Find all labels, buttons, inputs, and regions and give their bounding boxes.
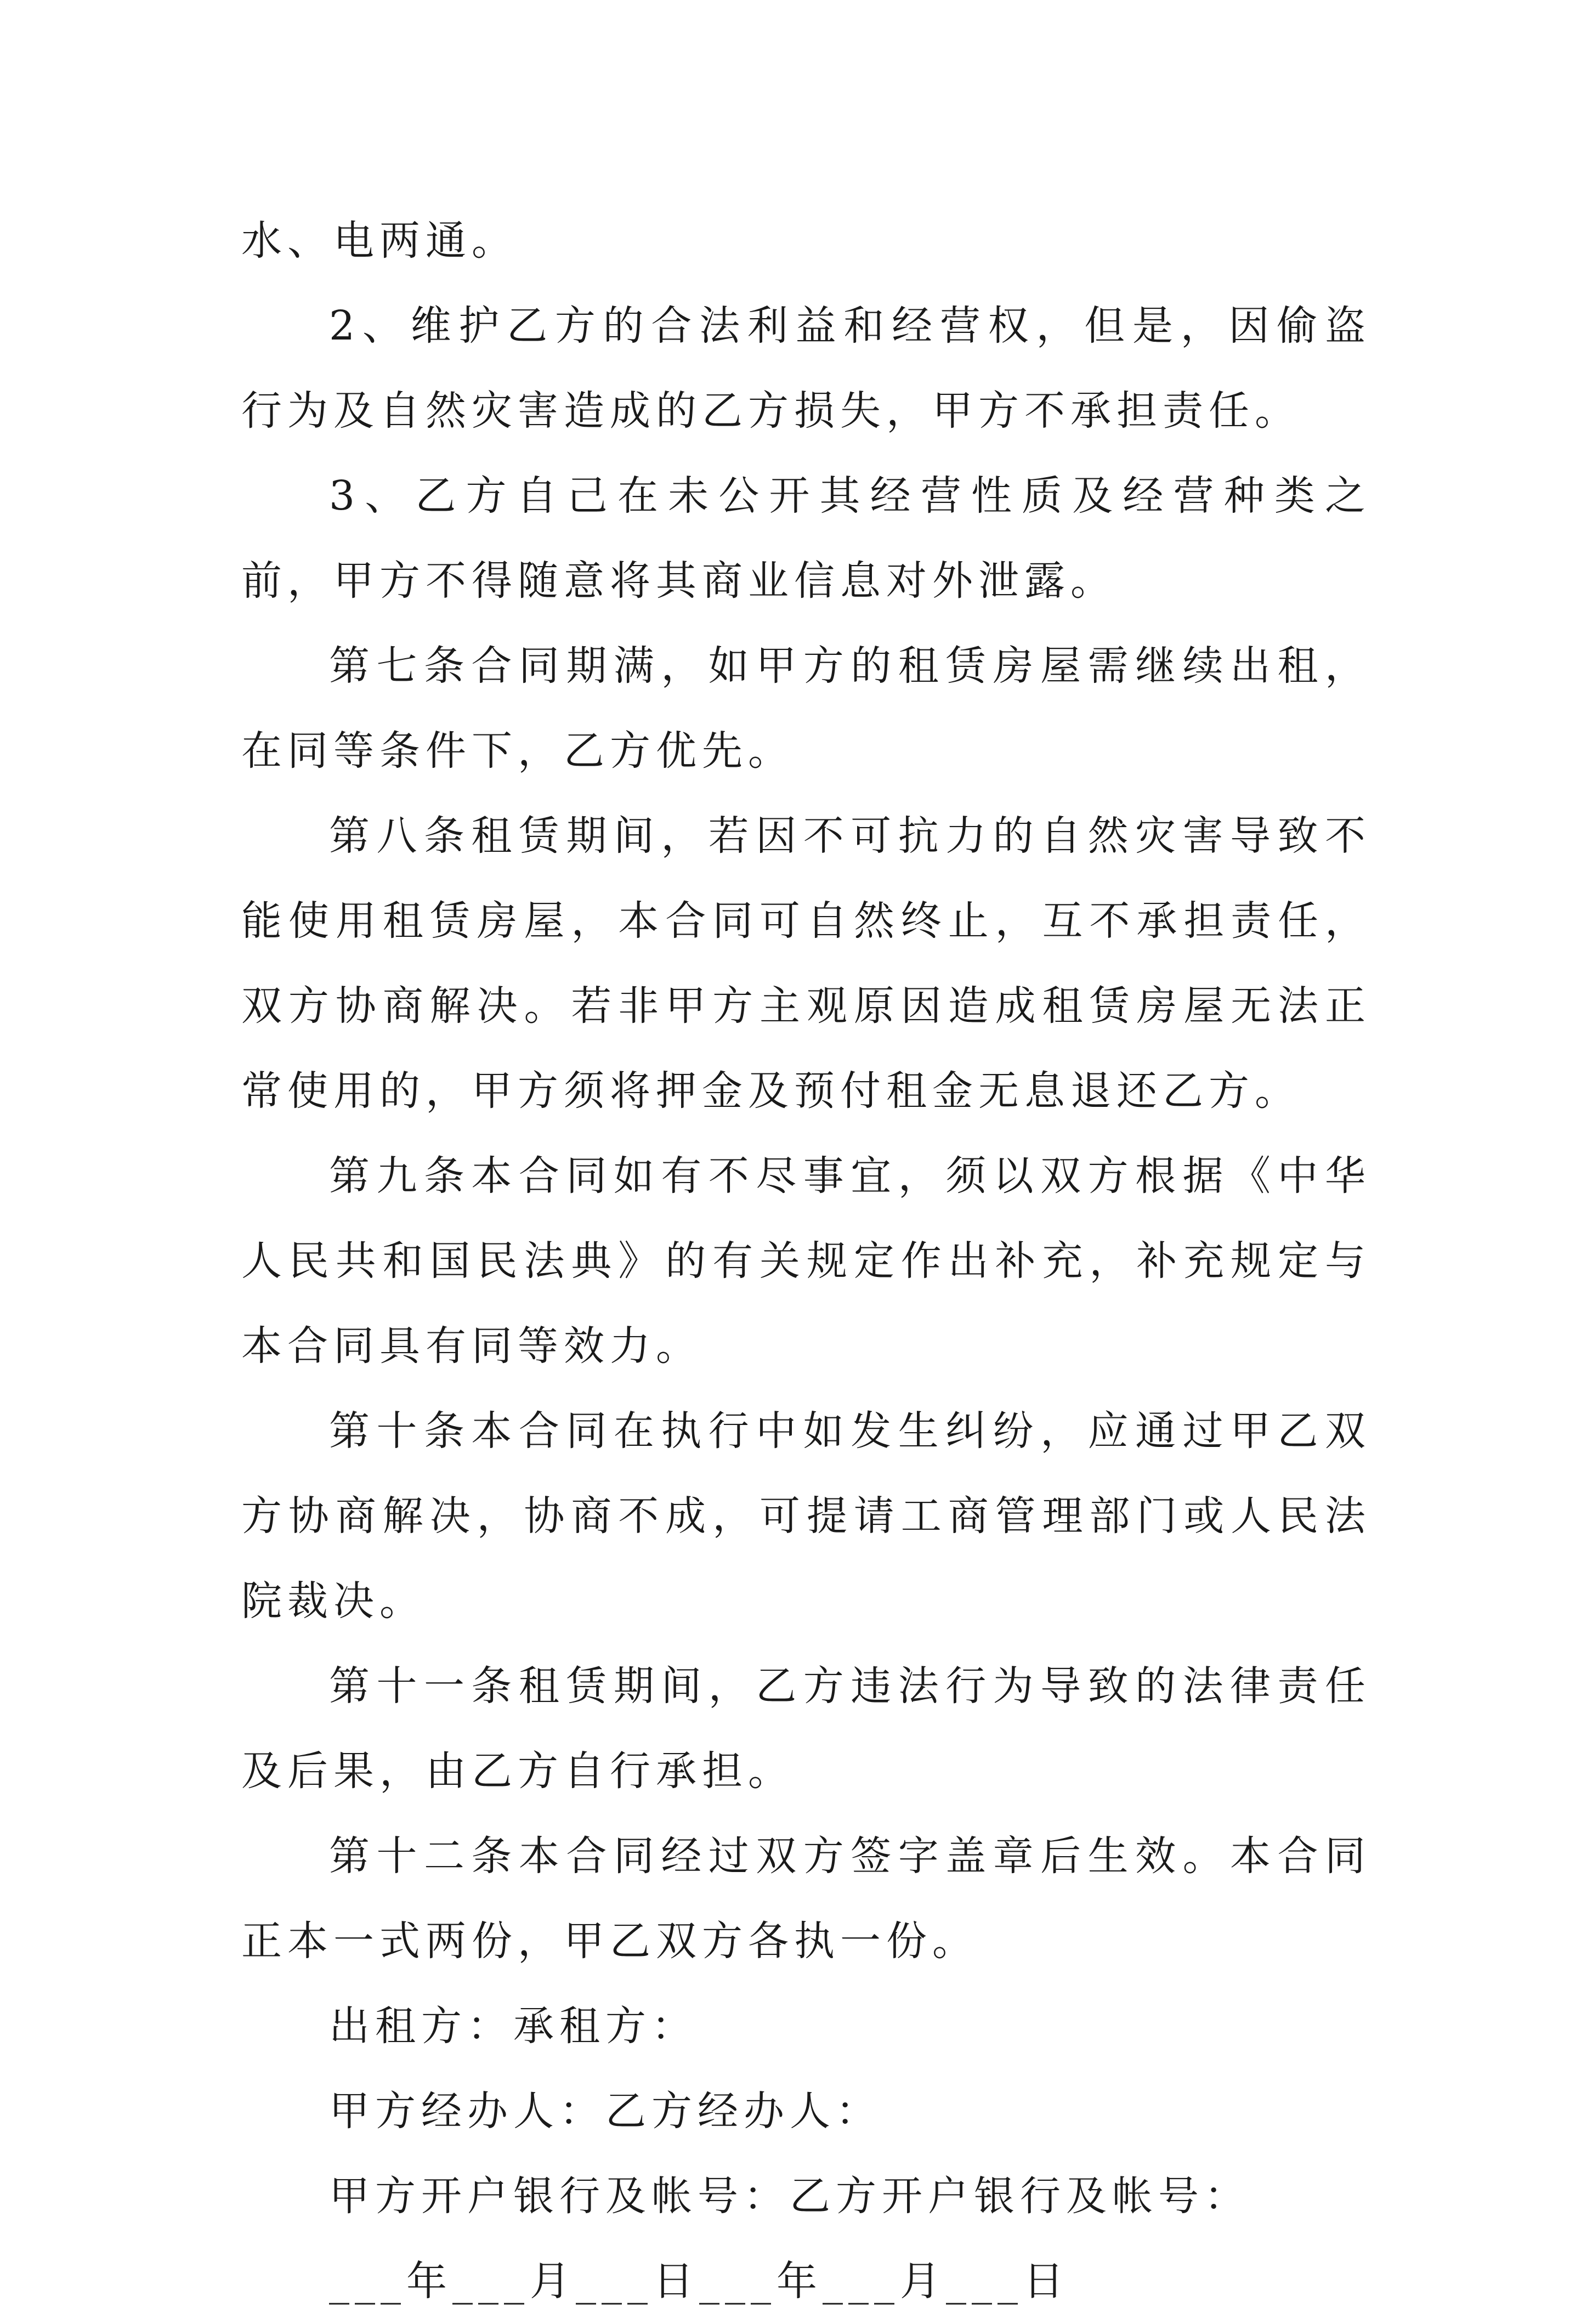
paragraph-article-12: 第十二条本合同经过双方签字盖章后生效。本合同正本一式两份，甲乙双方各执一份。 xyxy=(241,1833,1371,1965)
paragraph-article-7: 第七条合同期满，如甲方的租赁房屋需继续出租，在同等条件下，乙方优先。 xyxy=(241,642,1371,774)
signature-parties: 出租方：承租方： xyxy=(329,2003,698,2050)
document-body xyxy=(241,199,1371,2324)
signature-bank-accounts: 甲方开户银行及帐号：乙方开户银行及帐号： xyxy=(329,2173,1250,2220)
paragraph-1: 水、电两通。 xyxy=(241,217,518,264)
paragraph-article-11: 第十一条租赁期间，乙方违法行为导致的法律责任及后果，由乙方自行承担。 xyxy=(241,1663,1371,1795)
paragraph-article-9: 第九条本合同如有不尽事宜，须以双方根据《中华人民共和国民法典》的有关规定作出补充，补充规定与本合同具有同等效力。 xyxy=(241,1152,1371,1370)
signature-date-line: ___年___月___日___年___月___日 xyxy=(329,2258,1069,2305)
paragraph-3: 3、乙方自己在未公开其经营性质及经营种类之前，甲方不得随意将其商业信息对外泄露。 xyxy=(241,472,1371,604)
signature-agents: 甲方经办人：乙方经办人： xyxy=(329,2088,882,2135)
paragraph-article-10: 第十条本合同在执行中如发生纠纷，应通过甲乙双方协商解决，协商不成，可提请工商管理部门或人民法院裁决。 xyxy=(241,1407,1371,1625)
paragraph-2: 2、维护乙方的合法利益和经营权，但是，因偷盗行为及自然灾害造成的乙方损失，甲方不承担责任。 xyxy=(241,302,1371,434)
paragraph-article-8: 第八条租赁期间，若因不可抗力的自然灾害导致不能使用租赁房屋，本合同可自然终止，互不承担责任，双方协商解决。若非甲方主观原因造成租赁房屋无法正常使用的，甲方须将押金及预付租金无息退还乙方。 xyxy=(241,812,1371,1115)
